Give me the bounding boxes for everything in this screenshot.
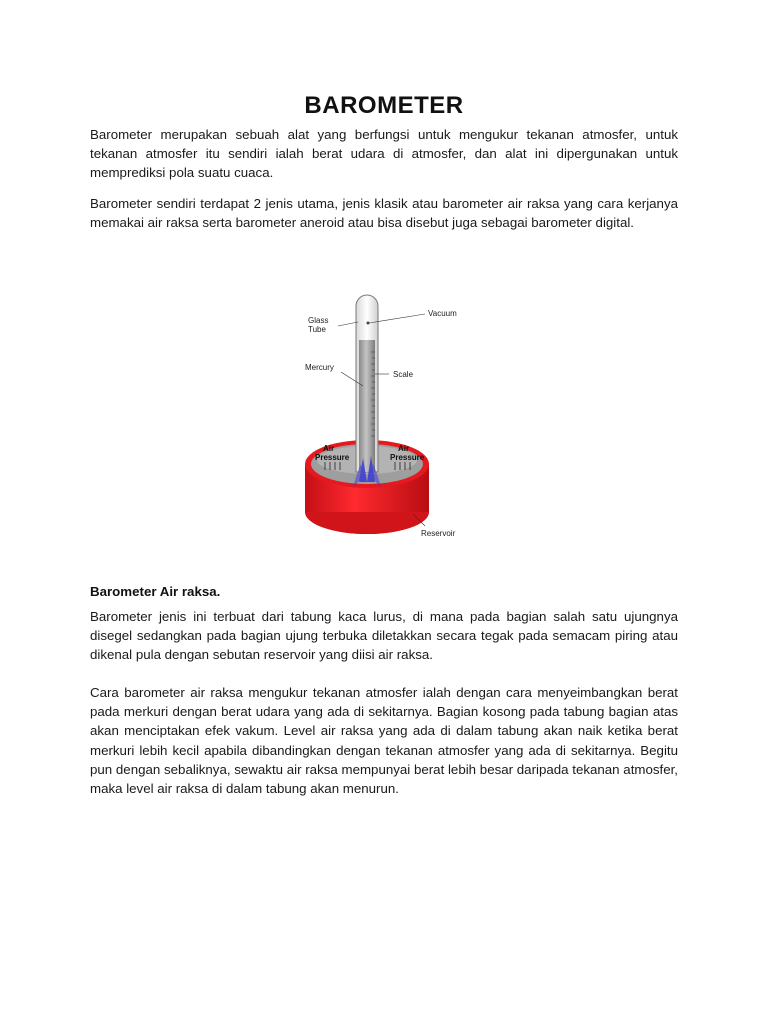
- intro-paragraph: Barometer merupakan sebuah alat yang berfungsi untuk mengukur tekanan atmosfer, untuk tekanan atmosfer itu sendiri ialah berat udara di atmosfer, dan alat ini dipergunakan untuk memprediksi pola suatu cuaca.: [90, 127, 678, 181]
- mercury-howto-paragraph: Cara barometer air raksa mengukur tekanan atmosfer ialah dengan cara menyeimbangkan berat pada merkuri dengan berat udara yang ada di sekitarnya. Bagian kosong pada tabung bagian atas akan menciptakan efek vakum. Level air raksa yang ada di dalam tabung akan naik ketika berat merkuri lebih kecil apabila dibandingkan dengan tekanan atmosfer yang ada di sekitarnya. Begitu pun dengan sebaliknya, sewaktu air raksa mempunyai berat lebih besar daripada tekanan atmosfer, maka level air raksa di dalam tabung akan menurun.: [90, 685, 678, 797]
- label-pressure-left: Pressure: [315, 453, 350, 462]
- label-glass: Glass: [308, 316, 329, 325]
- label-air-right: Air: [398, 444, 410, 453]
- page-title: BAROMETER: [304, 92, 464, 119]
- label-tube: Tube: [308, 325, 326, 334]
- types-paragraph: Barometer sendiri terdapat 2 jenis utama, jenis klasik atau barometer air raksa yang cara kerjanya memakai air raksa serta barometer aneroid atau bisa disebut juga sebagai barometer digital.: [90, 196, 678, 231]
- label-vacuum: Vacuum: [428, 309, 457, 318]
- label-reservoir: Reservoir: [421, 529, 456, 538]
- barometer-diagram: [305, 292, 465, 544]
- section-heading: Barometer Air raksa.: [90, 584, 221, 599]
- label-mercury: Mercury: [305, 363, 334, 372]
- label-air-left: Air: [323, 444, 335, 453]
- mercury-description-paragraph: Barometer jenis ini terbuat dari tabung kaca lurus, di mana pada bagian salah satu ujungnya disegel sedangkan pada bagian ujung terbuka diletakkan secara tegak pada semacam piring atau dikenal pula dengan sebutan reservoir yang diisi air raksa.: [90, 609, 678, 663]
- label-pressure-right: Pressure: [390, 453, 425, 462]
- label-scale: Scale: [393, 370, 414, 379]
